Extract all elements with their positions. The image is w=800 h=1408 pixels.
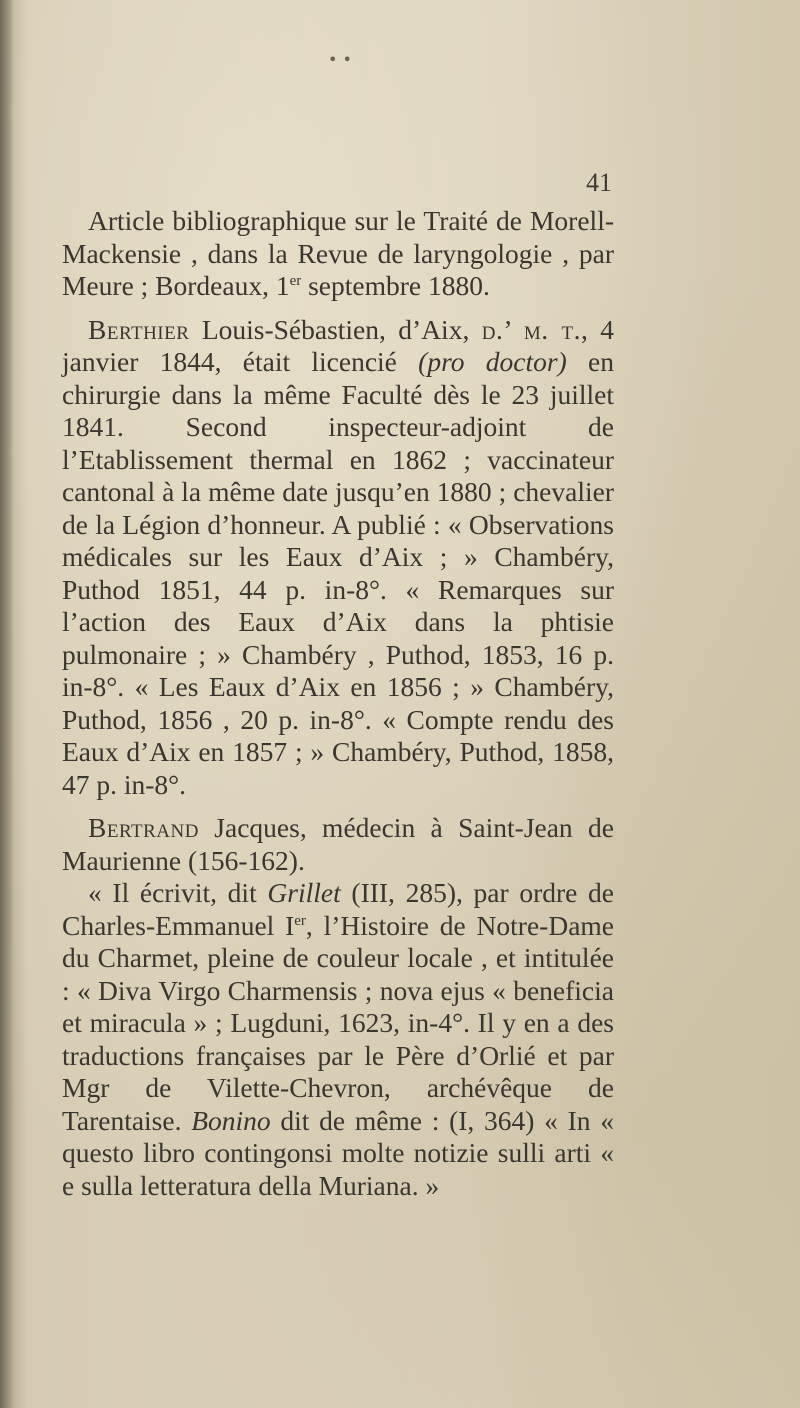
p2-abbreviation: d.’ m. t. (481, 313, 581, 345)
p1-superscript: er (289, 272, 302, 289)
paragraph-quote (62, 877, 614, 1202)
p2-text-3: en chirurgie dans la même Faculté dès le 23 juillet 1841. Second inspecteur-adjoint de l’Etablissement thermal en 1862 ; vaccinateur cantonal à la même date jusqu’en 1880 ; chevalier de la Légion d’honneur. A publié : « Observations médicales sur les Eaux d’Aix ; » Chambéry, Puthod 1851, 44 p. in-8°. « Remarques sur l’action des Eaux d’Aix dans la phtisie pulmonaire ; » Chambéry , Puthod, 1853, 16 p. in-8°. « Les Eaux d’Aix en 1856 ; » Chambéry, Puthod, 1856 , 20 p. in-8°. « Compte rendu des Eaux d’Aix en 1857 ; » Chambéry, Puthod, 1858, 47 p. in-8°. (62, 346, 614, 800)
p4-italic-bonino: Bonino (191, 1104, 271, 1136)
p4-text-2: (III, 285), par ordre de Charles-Emmanuel I (62, 877, 614, 941)
paragraph-berthier (62, 314, 614, 802)
p1-tail: septembre 1880. (301, 270, 490, 301)
printer-mark: • • (328, 50, 352, 69)
p4-text-3: , l’Histoire de Notre-Dame du Charmet, pleine de couleur locale , et intitulée : « Diva Virgo Charmensis ; nova ejus « beneficia et miracula » ; Lugduni, 1623, in-4°. Il y en a des traductions françaises par le Père d’Orlié et par Mgr de Vilette-Chevron, archévêque de Tarentaise. (62, 909, 614, 1136)
p4-text-4: dit de même : (I, 364) « In « questo libro contingonsi molte notizie sulli arti « e sulla letteratura della Muriana. » (62, 1104, 615, 1201)
p4-superscript: er (294, 912, 306, 929)
p2-text-1: Louis-Sébastien, d’Aix, (189, 313, 482, 345)
book-spine-shadow (0, 0, 14, 1408)
p4-text-1: « Il écrivit, dit (88, 877, 268, 908)
p3-text: Jacques, médecin à Saint-Jean de Maurienne (156-162). (62, 812, 614, 876)
entry-name-berthier: Berthier (88, 313, 190, 345)
body-text (62, 205, 614, 1202)
p4-italic-grillet: Grillet (267, 877, 341, 908)
p2-text-2: , 4 janvier 1844, était licencié (62, 313, 615, 377)
page-number: 41 (586, 168, 612, 197)
p1-text: Article bibliographique sur le Traité de Morell-Mackensie , dans la Revue de laryngologie , par Meure ; Bordeaux, 1 (62, 205, 614, 301)
paragraph-article (62, 205, 614, 303)
p2-italic: (pro doctor) (418, 346, 567, 377)
paragraph-bertrand (62, 812, 614, 877)
entry-name-bertrand: Bertrand (88, 812, 199, 843)
